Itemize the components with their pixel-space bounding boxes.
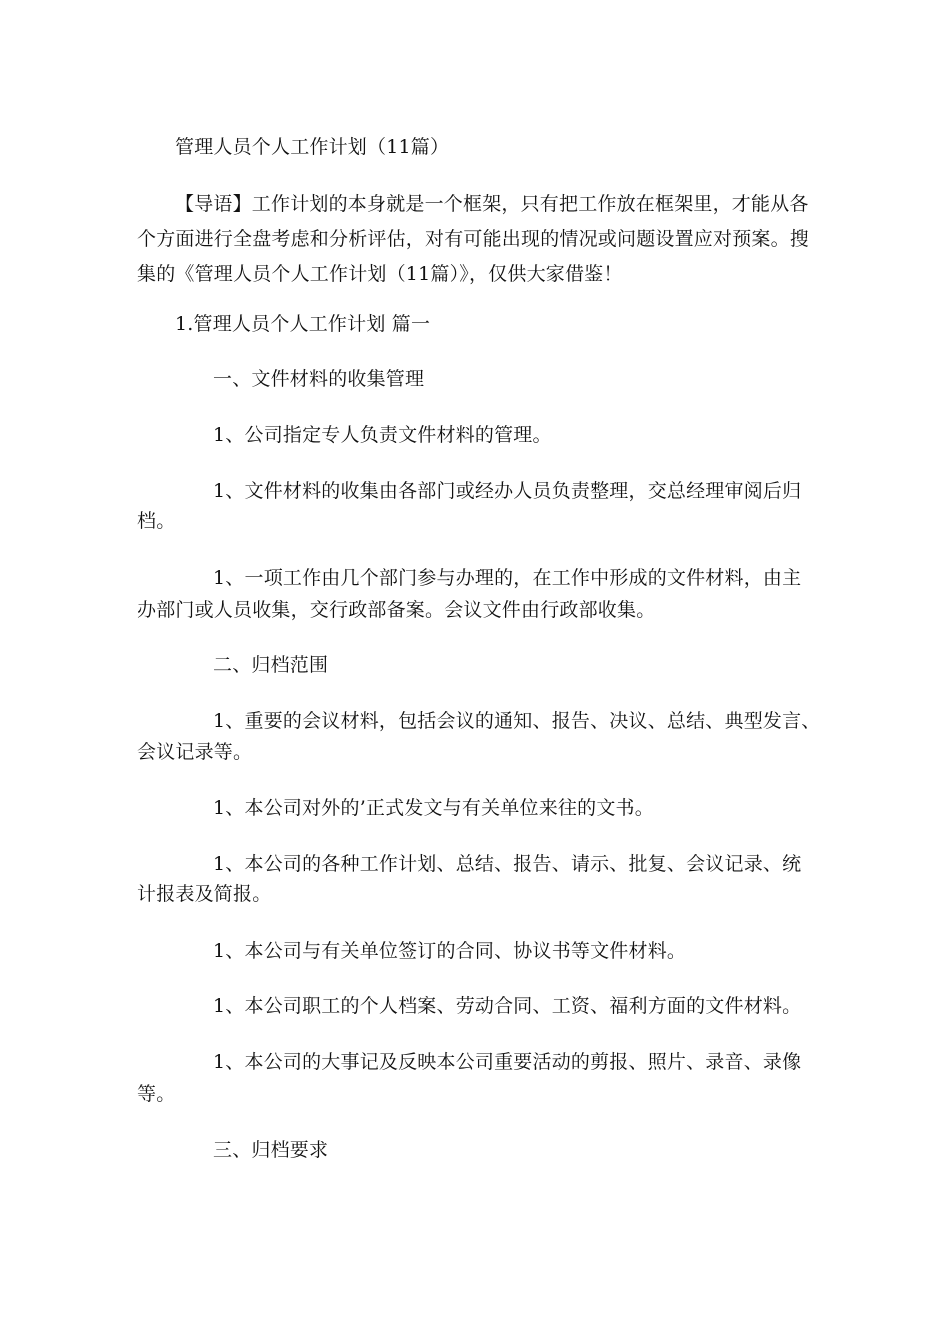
section-2-paragraph-6-line-2: 等。 — [137, 1083, 176, 1105]
document-title: 管理人员个人工作计划（11篇） — [175, 136, 450, 158]
section-1-heading: 一、文件材料的收集管理 — [213, 368, 425, 390]
section-3-heading: 三、归档要求 — [213, 1139, 329, 1161]
section-1-paragraph-3-line-2: 办部门或人员收集，交行政部备案。会议文件由行政部收集。 — [137, 599, 656, 621]
section-2-paragraph-2: 1、本公司对外的’正式发文与有关单位来往的文书。 — [213, 797, 654, 819]
intro-line-3: 集的《管理人员个人工作计划（11篇）》，仅供大家借鉴！ — [137, 263, 623, 285]
section-2-paragraph-1-line-2: 会议记录等。 — [137, 741, 253, 763]
section-2-paragraph-3-line-2: 计报表及简报。 — [137, 883, 272, 905]
intro-line-1: 【导语】工作计划的本身就是一个框架，只有把工作放在框架里，才能从各 — [175, 193, 809, 215]
section-2-paragraph-3-line-1: 1、本公司的各种工作计划、总结、报告、请示、批复、会议记录、统 — [213, 853, 802, 875]
section-2-paragraph-4: 1、本公司与有关单位签订的合同、协议书等文件材料。 — [213, 940, 687, 962]
section-2-heading: 二、归档范围 — [213, 654, 329, 676]
intro-line-2: 个方面进行全盘考虑和分析评估，对有可能出现的情况或问题设置应对预案。搜 — [137, 228, 810, 250]
section-1-paragraph-2-line-1: 1、文件材料的收集由各部门或经办人员负责整理，交总经理审阅后归 — [213, 480, 802, 502]
section-2-paragraph-1-line-1: 1、重要的会议材料，包括会议的通知、报告、决议、总结、典型发言、 — [213, 710, 821, 732]
section-1-paragraph-1: 1、公司指定专人负责文件材料的管理。 — [213, 424, 552, 446]
section-2-paragraph-5: 1、本公司职工的个人档案、劳动合同、工资、福利方面的文件材料。 — [213, 995, 802, 1017]
section-2-paragraph-6-line-1: 1、本公司的大事记及反映本公司重要活动的剪报、照片、录音、录像 — [213, 1051, 802, 1073]
section-1-paragraph-3-line-1: 1、一项工作由几个部门参与办理的，在工作中形成的文件材料，由主 — [213, 567, 802, 589]
section-1-paragraph-2-line-2: 档。 — [137, 510, 176, 532]
article-heading: 1.管理人员个人工作计划 篇一 — [175, 313, 431, 335]
